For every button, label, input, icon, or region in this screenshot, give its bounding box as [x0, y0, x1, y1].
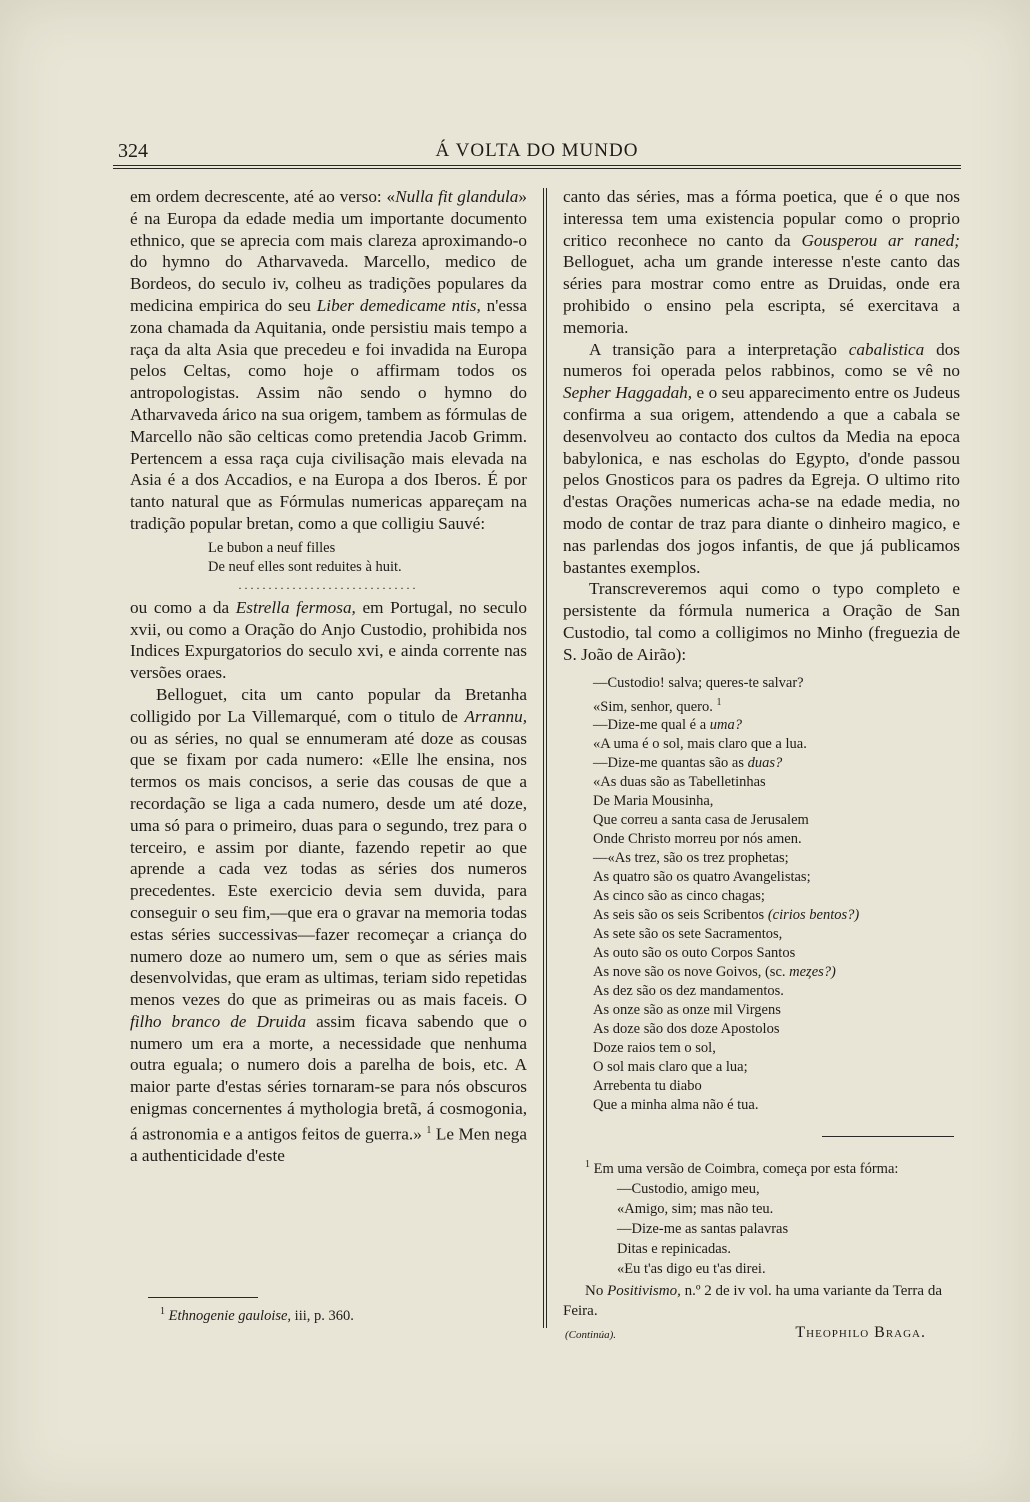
ellipsis-line: ..............................: [238, 577, 419, 592]
text-run: O sol mais claro que a lua;: [593, 1059, 748, 1076]
verse-line: «Eu t'as digo eu t'as direi.: [617, 1260, 766, 1277]
footnote-marker: 1: [716, 696, 722, 708]
footnote-marker: 1: [160, 1306, 165, 1317]
right-paragraph-2: [563, 339, 960, 579]
text-run: » é na Europa da edade media um importante documento ethnico, que se aprecia com mais clareza aproximando-o do hymno do Atharvaveda. Marcello, medico de Bordeos, do seculo iv, colheu as tradições populares da medicina empirica do seu: [130, 187, 527, 315]
text-run: ou as séries, no qual se ennumeram até doze as cousas que se fixam por cada numero: «Elle lhe ensina, nos termos os mais concisos, a serie das cousas de que a recordação se liga a cada numero, desde um até doze, uma só para o primeiro, duas para o segundo, trez para o terceiro, e assim por diante, fazendo repetir ao que aprende a cada vez todas as séries dos numeros precedentes. Este exercicio devia sem duvida, para conseguir o seu fim,—que era o gravar na memoria todas estas séries successivas—fazer recomeçar a criança do numero doze ao numero um, sem o que as séries mais desenvolvidas, que eram as ultimas, teriam sido repetidas menos vezes do que as primeiras ou as mais faceis. O: [130, 728, 527, 1010]
text-run: As sete são os sete Sacramentos,: [593, 926, 783, 943]
page-number: 324: [118, 140, 148, 162]
italic-text: duas?: [747, 755, 783, 772]
prayer-verse: [563, 674, 960, 1116]
text-run: assim ficava sabendo que o numero um era a morte, a necessidade que nenhuma outra eguala; o numero dois a parelha de bois, etc. A maior parte d'estas séries tornaram-se para nós obscuros enigmas concernentes á mythologia bretã, á cosmogonia, á astronomia e a antigos feitos de guerra.»: [130, 1011, 527, 1144]
verse-line: —Custodio, amigo meu,: [617, 1180, 760, 1197]
continua-label: (Continúa).: [565, 1328, 617, 1341]
text-run: canto das séries, mas a fórma poetica, que é o que nos interessa tem uma existencia popular como o proprio critico reconhece no canto da: [563, 187, 960, 250]
italic-text: Sepher Haggadah,: [563, 383, 693, 403]
text-run: —Custodio! salva; queres-te salvar?: [593, 674, 804, 691]
verse-line: [593, 963, 960, 982]
text-run: A transição para a interpretação: [589, 339, 849, 359]
text-run: Doze raios tem o sol,: [593, 1040, 716, 1057]
italic-text: (cirios bentos?): [767, 907, 860, 924]
text-run: As doze são dos doze Apostolos: [593, 1021, 780, 1038]
verse-line: [593, 982, 960, 1001]
running-title: Á VOLTA DO MUNDO: [435, 140, 639, 161]
italic-text: Positivismo,: [607, 1282, 681, 1299]
text-run: Onde Christo morreu por nós amen.: [593, 831, 802, 848]
text-run: No: [585, 1282, 608, 1299]
italic-text: Estrella fermosa,: [235, 597, 356, 617]
verse-line: [593, 1096, 960, 1115]
header-rule: [113, 165, 961, 166]
text-run: Belloguet, cita um canto popular da Bretanha colligido por La Villemarqué, com o titulo de: [130, 684, 527, 726]
text-run: «As duas são as Tabelletinhas: [593, 774, 766, 791]
text-run: As dez são os dez mandamentos.: [593, 983, 784, 1000]
footnote-note: [563, 1281, 960, 1321]
italic-text: cabalistica: [848, 339, 925, 359]
column-divider-double: [546, 188, 547, 1328]
italic-text: filho branco de Druida: [130, 1011, 307, 1031]
footnote-intro: [563, 1155, 960, 1179]
verse-line: [593, 693, 960, 717]
text-run: —«As trez, são os trez prophetas;: [593, 850, 789, 867]
text-run: n.º 2 de iv vol. ha uma variante da Terra da Feira.: [563, 1282, 942, 1319]
text-run: Arrebenta tu diabo: [593, 1078, 702, 1095]
verse-line: [593, 1039, 960, 1058]
verse-line: [593, 735, 960, 754]
left-column: [130, 186, 527, 1167]
text-run: «A uma é o sol, mais claro que a lua.: [593, 736, 807, 753]
verse-line: [593, 868, 960, 887]
text-run: As onze são as onze mil Virgens: [593, 1002, 781, 1019]
left-paragraph-1: [130, 186, 527, 535]
verse-line: [593, 887, 960, 906]
italic-text: Nulla fit glandula: [395, 187, 519, 206]
text-run: n'essa zona chamada da Aquitania, onde persistiu mais tempo a raça da alta Asia que precedeu e foi invadida na Europa pelos Celtas, como hoje o affirmam todos os antropologistas. Assim não sendo o hymno do Atharvaveda árico na sua origem, tambem as fórmulas de Marcello não são celticas como pretendia Jacob Grimm. Pertencem a essa raça cuja civilisação mais elevada na Asia é a dos Accadios, e na Europa a dos Iberos. É por tanto natural que as Fórmulas numericas appareçam na tradição popular bretan, como a que colligiu Sauvé:: [130, 295, 528, 533]
verse-line: [593, 1077, 960, 1096]
text-run: Le Men nega a authenticidade d'este: [130, 1124, 527, 1166]
right-column: [563, 186, 960, 1125]
verse-line: [593, 1058, 960, 1077]
footnote-marker: 1: [426, 1124, 432, 1136]
author-signature: Theophilo Braga.: [795, 1323, 926, 1341]
italic-text: Ethnogenie gauloise,: [168, 1307, 292, 1324]
verse-line: —Dize-me as santas palavras: [617, 1220, 789, 1237]
verse-line: [593, 1001, 960, 1020]
left-footnote-rule: [148, 1297, 258, 1298]
left-paragraph-3: [130, 684, 527, 1167]
verse-line: [593, 830, 960, 849]
text-run: Transcreveremos aqui como o typo completo e persistente da fórmula numerica a Oração de San Custodio, tal como a colligimos no Minho (freguezia de S. João de Airão):: [563, 579, 960, 664]
italic-text: Liber demedicame ntis,: [316, 295, 481, 315]
verse-line: [593, 906, 960, 925]
text-run: Belloguet, acha um grande interesse n'este canto das séries para mostrar como entre as Druidas, onde era prohibido o ensino pela escripta, sé exercitava a memoria.: [563, 252, 960, 337]
verse-line: De neuf elles sont reduites à huit.: [208, 558, 402, 575]
signoff: [563, 1323, 960, 1343]
text-run: De Maria Mousinha,: [593, 793, 714, 810]
text-run: ou como a da: [130, 597, 236, 617]
page-header: [113, 140, 961, 168]
right-footnote-rule: [822, 1136, 954, 1137]
text-run: As cinco são as cinco chagas;: [593, 888, 765, 905]
text-run: dos numeros foi operada pelos rabbinos, como se vê no: [563, 339, 960, 381]
text-run: —Dize-me quantas são as: [593, 755, 748, 772]
verse-line: [593, 773, 960, 792]
italic-text: meȥes?): [789, 964, 836, 981]
text-run: «Sim, senhor, quero.: [593, 698, 717, 715]
verse-line: [593, 925, 960, 944]
verse-line: [593, 849, 960, 868]
verse-line: [593, 716, 960, 735]
text-run: As nove são os nove Goivos, (sc.: [593, 964, 790, 981]
verse-line: «Amigo, sim; mas não teu.: [617, 1200, 774, 1217]
text-run: em ordem decrescente, até ao verso: «: [130, 187, 396, 206]
text-run: Que a minha alma não é tua.: [593, 1097, 759, 1114]
footnote-verse: [563, 1179, 960, 1279]
verse-line: [593, 1020, 960, 1039]
right-paragraph-3: [563, 578, 960, 665]
left-footnote: [160, 1306, 354, 1325]
text-run: As seis são os seis Scribentos: [593, 907, 768, 924]
text-run: As quatro são os quatro Avangelistas;: [593, 869, 811, 886]
left-paragraph-2: [130, 597, 527, 684]
italic-text: Gousperou ar raned;: [801, 230, 960, 250]
text-run: iii, p. 360.: [291, 1307, 354, 1324]
italic-text: Arrannu,: [464, 706, 527, 726]
header-rule-double: [113, 168, 961, 169]
footnote-marker: 1: [585, 1159, 590, 1170]
text-run: em Portugal, no seculo xvii, ou como a Oração do Anjo Custodio, prohibida nos Indices Expurgatorios do seculo xvi, e ainda corrente nas versões oraes.: [130, 597, 527, 683]
right-footnote: [563, 1155, 960, 1343]
text-run: Em uma versão de Coimbra, começa por esta fórma:: [590, 1160, 899, 1177]
verse-line: [593, 674, 960, 693]
verse-line: [593, 811, 960, 830]
verse-line: [593, 944, 960, 963]
right-paragraph-1: [563, 186, 960, 339]
text-run: e o seu apparecimento entre os Judeus confirma a sua origem, attendendo a que a cabala se desenvolveu ao contacto dos cultos da Media na epoca babylonica, e nas escholas do Egypto, d'onde passou pelos Gnosticos para os padres da Egreja. O ultimo rito d'estas Orações numericas acha-se na edade media, no modo de contar de traz para diante o dinheiro magico, e nas parlendas dos jogos infantis, de que já publicamos bastantes exemplos.: [563, 383, 961, 577]
left-verse: [130, 539, 527, 577]
verse-line: Le bubon a neuf filles: [208, 539, 336, 556]
verse-line: Ditas e repinicadas.: [617, 1240, 731, 1257]
column-divider: [543, 188, 544, 1328]
verse-line: [593, 754, 960, 773]
text-run: —Dize-me qual é a: [593, 717, 710, 734]
italic-text: uma?: [709, 717, 742, 734]
verse-line: [593, 792, 960, 811]
text-run: As outo são os outo Corpos Santos: [593, 945, 796, 962]
text-run: Que correu a santa casa de Jerusalem: [593, 812, 809, 829]
